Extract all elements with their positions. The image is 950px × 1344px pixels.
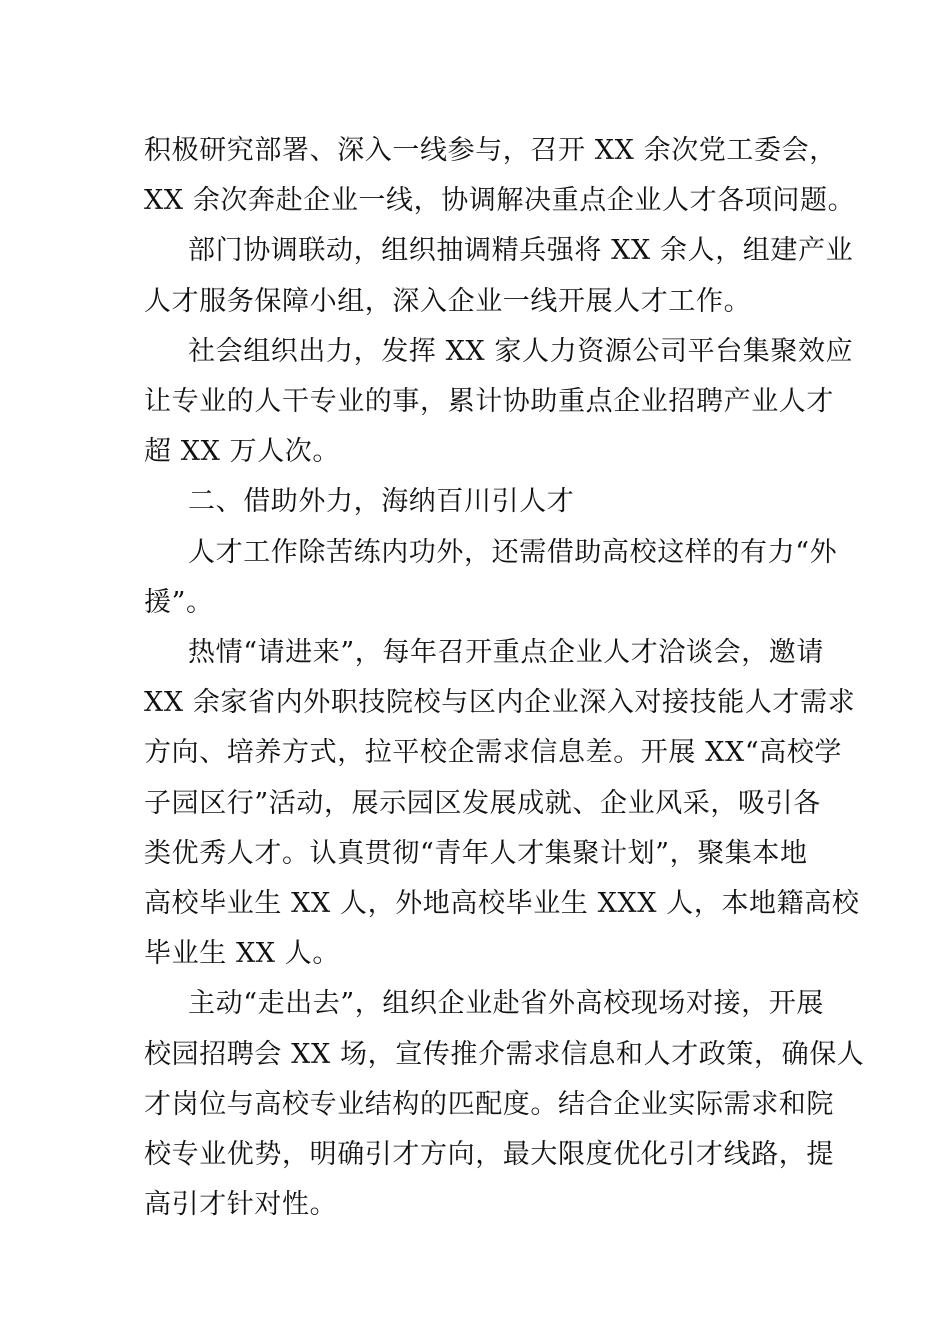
- text-line: 人才服务保障小组，深入企业一线开展人才工作。: [144, 285, 752, 317]
- text-line: 超 XX 万人次。: [144, 436, 341, 468]
- section-heading: [144, 477, 812, 527]
- text-line: XX 余次奔赴企业一线，协调解决重点企业人才各项问题。: [144, 185, 856, 217]
- paragraph-p4: [144, 528, 838, 628]
- paragraph-p2: [144, 226, 854, 326]
- text-line: 让专业的人干专业的事，累计协助重点企业招聘产业人才: [144, 386, 834, 418]
- text-line: 高校毕业生 XX 人，外地高校毕业生 XXX 人，本地籍高校: [144, 888, 860, 920]
- text-line: 毕业生 XX 人。: [144, 938, 341, 970]
- paragraph-p6: [144, 979, 865, 1230]
- text-line: 人才工作除苦练内功外，还需借助高校这样的有力“外: [188, 536, 838, 568]
- text-line: 援”。: [144, 586, 214, 618]
- paragraph-p5: [144, 628, 860, 979]
- text-line: 类优秀人才。认真贯彻“青年人才集聚计划”，聚集本地: [144, 837, 808, 869]
- text-line: XX 余家省内外职技院校与区内企业深入对接技能人才需求: [144, 687, 856, 719]
- document-body: [144, 126, 865, 1230]
- text-line: 社会组织出力，发挥 XX 家人力资源公司平台集聚效应: [188, 335, 854, 367]
- text-line: 热情“请进来”，每年召开重点企业人才洽谈会，邀请: [188, 637, 825, 669]
- text-line: 子园区行”活动，展示园区发展成就、企业风采，吸引各: [144, 787, 821, 819]
- text-line: 才岗位与高校专业结构的匹配度。结合企业实际需求和院: [144, 1088, 834, 1120]
- text-line: 主动“走出去”，组织企业赴省外高校现场对接，开展: [188, 988, 825, 1020]
- text-line: 积极研究部署、深入一线参与，召开 XX 余次党工委会，: [144, 135, 837, 166]
- text-line: 部门协调联动，组织抽调精兵强将 XX 余人，组建产业: [188, 235, 854, 267]
- heading-line: 二、借助外力，海纳百川引人才: [188, 486, 575, 518]
- paragraph-p1: [144, 126, 856, 226]
- text-line: 校园招聘会 XX 场，宣传推介需求信息和人才政策，确保人: [144, 1038, 865, 1070]
- text-line: 方向、培养方式，拉平校企需求信息差。开展 XX“高校学: [144, 737, 843, 769]
- text-line: 校专业优势，明确引才方向，最大限度优化引才线路，提: [144, 1139, 834, 1171]
- text-line: 高引才针对性。: [144, 1189, 338, 1221]
- paragraph-p3: [144, 327, 854, 478]
